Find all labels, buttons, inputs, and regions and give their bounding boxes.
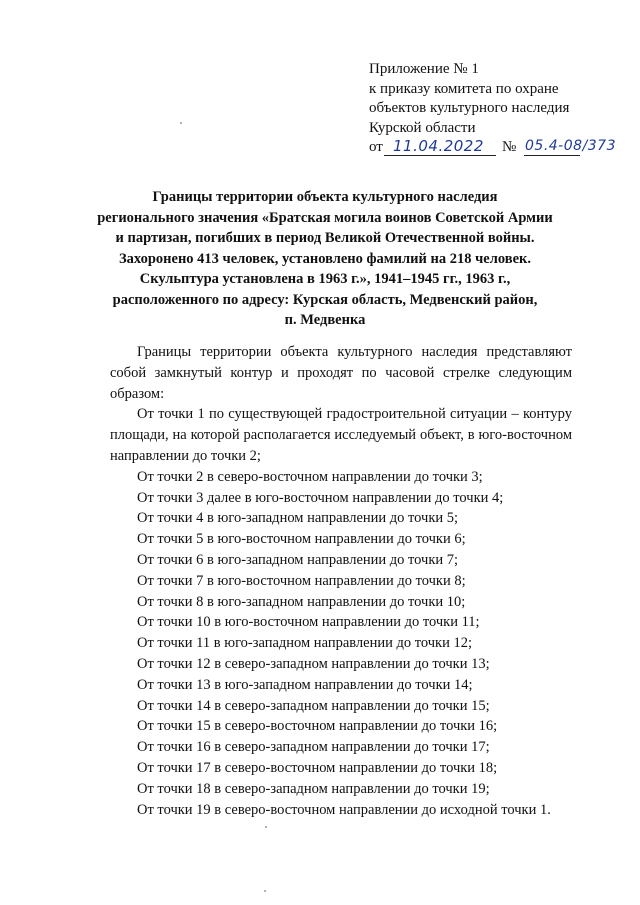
point-item: От точки 13 в юго-западном направлении до точки 14; bbox=[137, 676, 473, 693]
date-prefix: от bbox=[369, 139, 383, 155]
scan-speck bbox=[265, 826, 267, 828]
point-item: От точки 2 в северо-восточном направлении до точки 3; bbox=[137, 468, 483, 485]
appendix-line: объектов культурного наследия bbox=[369, 100, 570, 116]
point-item: От точки 12 в северо-западном направлении до точки 13; bbox=[137, 655, 490, 672]
point-item: От точки 5 в юго-восточном направлении до точки 6; bbox=[137, 531, 466, 548]
scan-speck bbox=[264, 890, 266, 892]
point-item: От точки 6 в юго-западном направлении до точки 7; bbox=[137, 551, 459, 568]
first-point-paragraph: От точки 1 по существующей градостроительной ситуации – контуру площади, на которой располагается исследуемый объект, в юго-восточном направлении до точки 2; bbox=[110, 406, 572, 464]
point-item: От точки 8 в юго-западном направлении до точки 10; bbox=[137, 593, 466, 610]
point-item: От точки 16 в северо-западном направлении до точки 17; bbox=[137, 739, 490, 756]
title-line: Захоронено 413 человек, установлено фамилий на 218 человек. bbox=[118, 250, 531, 267]
document-body bbox=[110, 342, 572, 820]
appendix-title: Приложение № 1 bbox=[369, 61, 479, 77]
title-line: п. Медвенка bbox=[284, 312, 366, 328]
title-line: и партизан, погибших в период Великой Отечественной войны. bbox=[115, 230, 535, 246]
point-item: От точки 15 в северо-восточном направлении до точки 16; bbox=[137, 718, 498, 735]
scan-speck bbox=[180, 122, 182, 124]
handwritten-date: 11.04.2022 bbox=[393, 137, 484, 155]
point-item: От точки 11 в юго-западном направлении до точки 12; bbox=[137, 635, 473, 652]
point-item: От точки 17 в северо-восточном направлении до точки 18; bbox=[137, 759, 498, 776]
point-item: От точки 14 в северо-западном направлении до точки 15; bbox=[137, 697, 490, 714]
appendix-header bbox=[369, 60, 619, 159]
point-item: От точки 19 в северо-восточном направлении до исходной точки 1. bbox=[137, 801, 551, 818]
intro-paragraph: Границы территории объекта культурного наследия представляют собой замкнутый контур и проходят по часовой стрелке следующим образом: bbox=[110, 344, 572, 402]
document-title bbox=[70, 187, 580, 331]
title-line: Скульптура установлена в 1963 г.», 1941–1945 гг., 1963 г., bbox=[139, 271, 511, 287]
title-line: Границы территории объекта культурного наследия bbox=[152, 189, 498, 205]
point-item: От точки 4 в юго-западном направлении до точки 5; bbox=[137, 510, 459, 527]
point-item: От точки 7 в юго-восточном направлении до точки 8; bbox=[137, 572, 466, 589]
order-date-number-line bbox=[369, 138, 619, 159]
point-item: От точки 10 в юго-восточном направлении до точки 11; bbox=[137, 614, 480, 631]
title-line: расположенного по адресу: Курская область, Медвенский район, bbox=[112, 291, 538, 308]
number-prefix: № bbox=[502, 139, 517, 155]
handwritten-order-number: 05.4-08/373 bbox=[525, 138, 616, 154]
point-item: От точки 18 в северо-западном направлении до точки 19; bbox=[137, 780, 490, 797]
title-line: регионального значения «Братская могила воинов Советской Армии bbox=[97, 209, 553, 226]
point-item: От точки 3 далее в юго-восточном направлении до точки 4; bbox=[137, 489, 504, 506]
appendix-line: Курской области bbox=[369, 119, 476, 136]
appendix-line: к приказу комитета по охране bbox=[369, 80, 559, 97]
